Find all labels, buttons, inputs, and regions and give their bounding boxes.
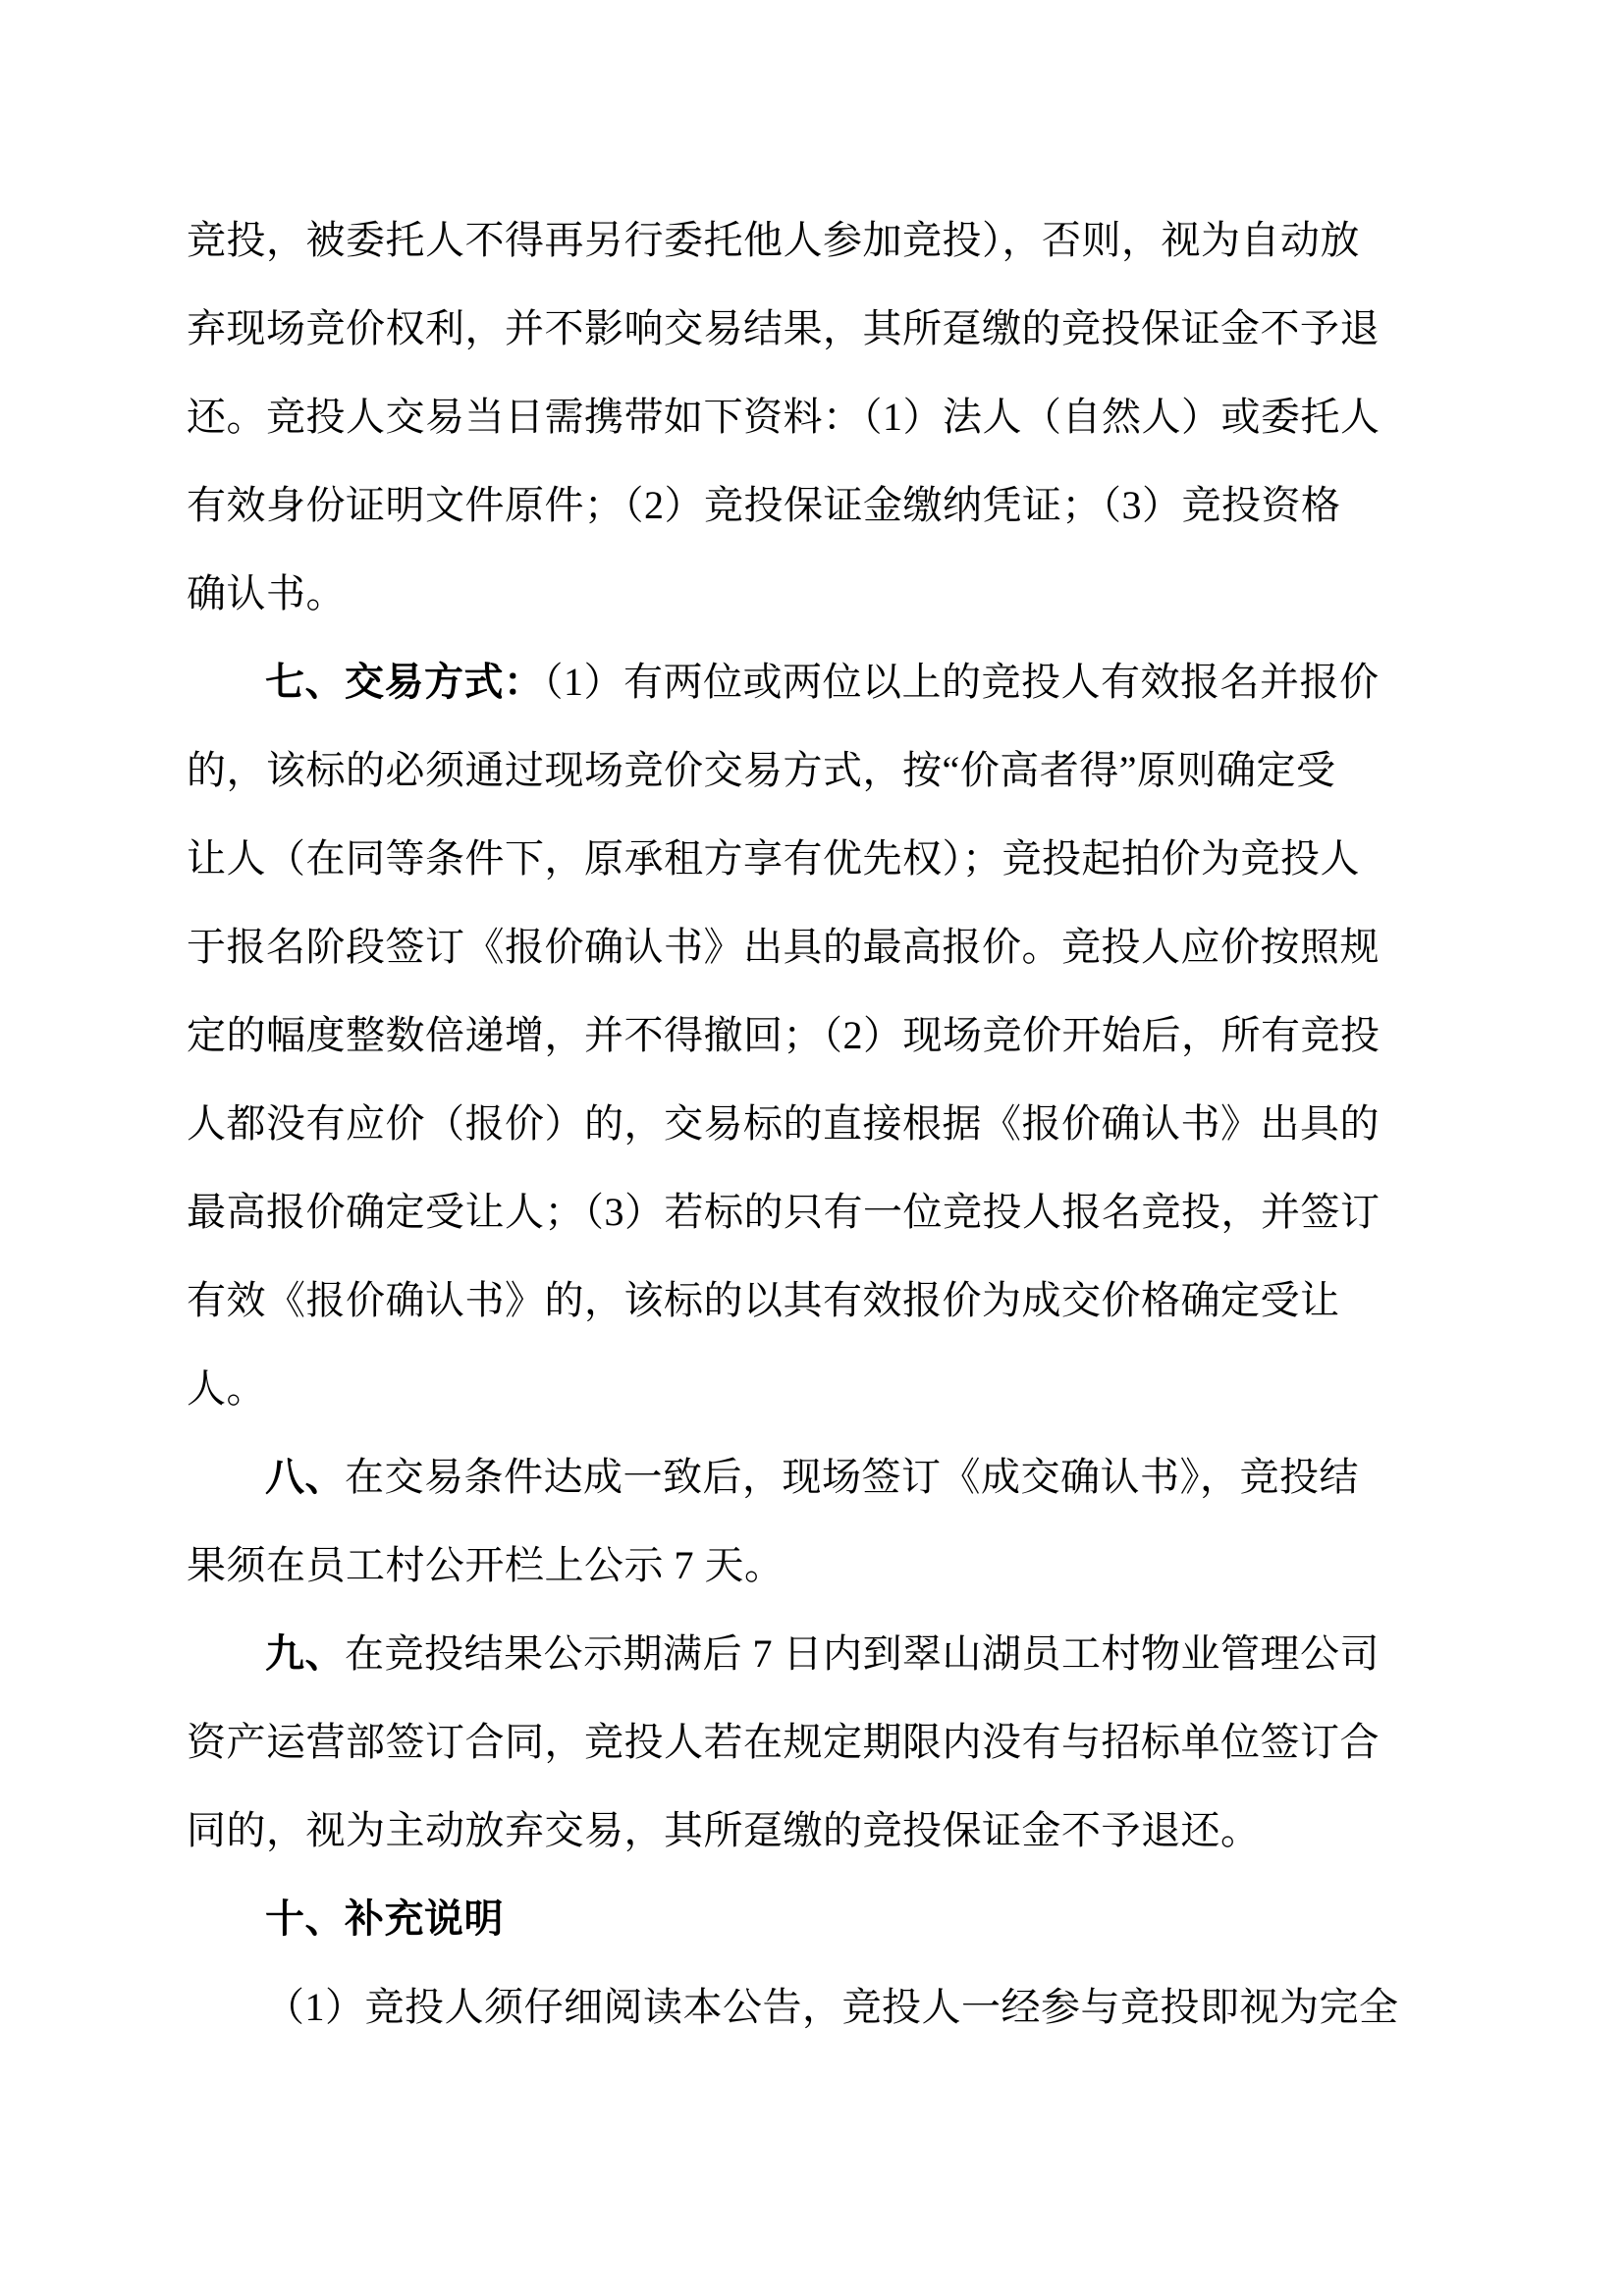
text-line [187,1256,1380,1345]
text-line [187,373,1380,461]
line-text-segment: 有效《报价确认书》的，该标的以其有效报价为成交价格确定受让 [187,1278,1340,1322]
line-text-segment: 竞投，被委托人不得再另行委托他人参加竞投），否则，视为自动放 [187,218,1360,262]
text-line [187,461,1380,550]
line-text-segment: 确认书。 [187,571,346,615]
line-text-segment: 弃现场竞价权利，并不影响交易结果，其所趸缴的竞投保证金不予退 [187,306,1380,350]
text-line [187,903,1380,991]
text-line [187,550,1380,638]
line-text-segment: 人都没有应价（报价）的，交易标的直接根据《报价确认书》出具的 [187,1101,1380,1146]
text-line [187,726,1380,815]
line-text-segment: 同的，视为主动放弃交易，其所趸缴的竞投保证金不予退还。 [187,1808,1261,1852]
line-text-segment: 的，该标的必须通过现场竞价交易方式，按“价高者得”原则确定受 [187,748,1336,792]
section-heading-line-10 [187,1875,1380,1963]
line-text-segment: 还。竞投人交易当日需携带如下资料：（1）法人（自然人）或委托人 [187,395,1380,439]
document-body [187,196,1399,2052]
text-line [187,285,1380,373]
line-text-segment: 定的幅度整数倍递增，并不得撤回；（2）现场竞价开始后，所有竞投 [187,1013,1380,1057]
line-text-segment: 最高报价确定受让人；（3）若标的只有一位竞投人报名竞投，并签订 [187,1190,1380,1234]
line-text-segment: 果须在员工村公开栏上公示 7 天。 [187,1543,785,1587]
text-line [187,1522,1380,1610]
line-bold-segment: 十、补充说明 [265,1896,504,1941]
line-text-segment: （1）竞投人须仔细阅读本公告，竞投人一经参与竞投即视为完全 [265,1985,1399,2029]
line-text-segment: 让人（在同等条件下，原承租方享有优先权）；竞投起拍价为竞投人 [187,836,1360,881]
text-line [187,1080,1380,1168]
text-line [187,1963,1399,2052]
line-bold-segment: 八、 [265,1455,345,1499]
line-bold-segment: 九、 [265,1631,345,1676]
line-text-segment: 在交易条件达成一致后，现场签订《成交确认书》，竞投结 [345,1455,1359,1499]
text-line [187,1168,1380,1256]
text-line [187,991,1380,1080]
line-text-segment: 人。 [187,1366,266,1411]
line-text-segment: 在竞投结果公示期满后 7 日内到翠山湖员工村物业管理公司 [345,1631,1380,1676]
text-line [187,1698,1380,1787]
line-text-segment: （1）有两位或两位以上的竞投人有效报名并报价 [543,660,1380,704]
text-line [187,1787,1380,1875]
text-line [187,196,1380,285]
text-line [187,815,1380,903]
line-text-segment: 资产运营部签订合同，竞投人若在规定期限内没有与招标单位签订合 [187,1720,1380,1764]
section-heading-line-8 [187,1433,1380,1522]
line-text-segment: 于报名阶段签订《报价确认书》出具的最高报价。竞投人应价按照规 [187,925,1380,969]
section-heading-line-9 [187,1610,1380,1698]
section-heading-line-7 [187,638,1380,726]
line-bold-segment: 七、交易方式： [265,660,544,704]
text-line [187,1345,1380,1433]
line-text-segment: 有效身份证明文件原件；（2）竞投保证金缴纳凭证；（3）竞投资格 [187,483,1341,527]
